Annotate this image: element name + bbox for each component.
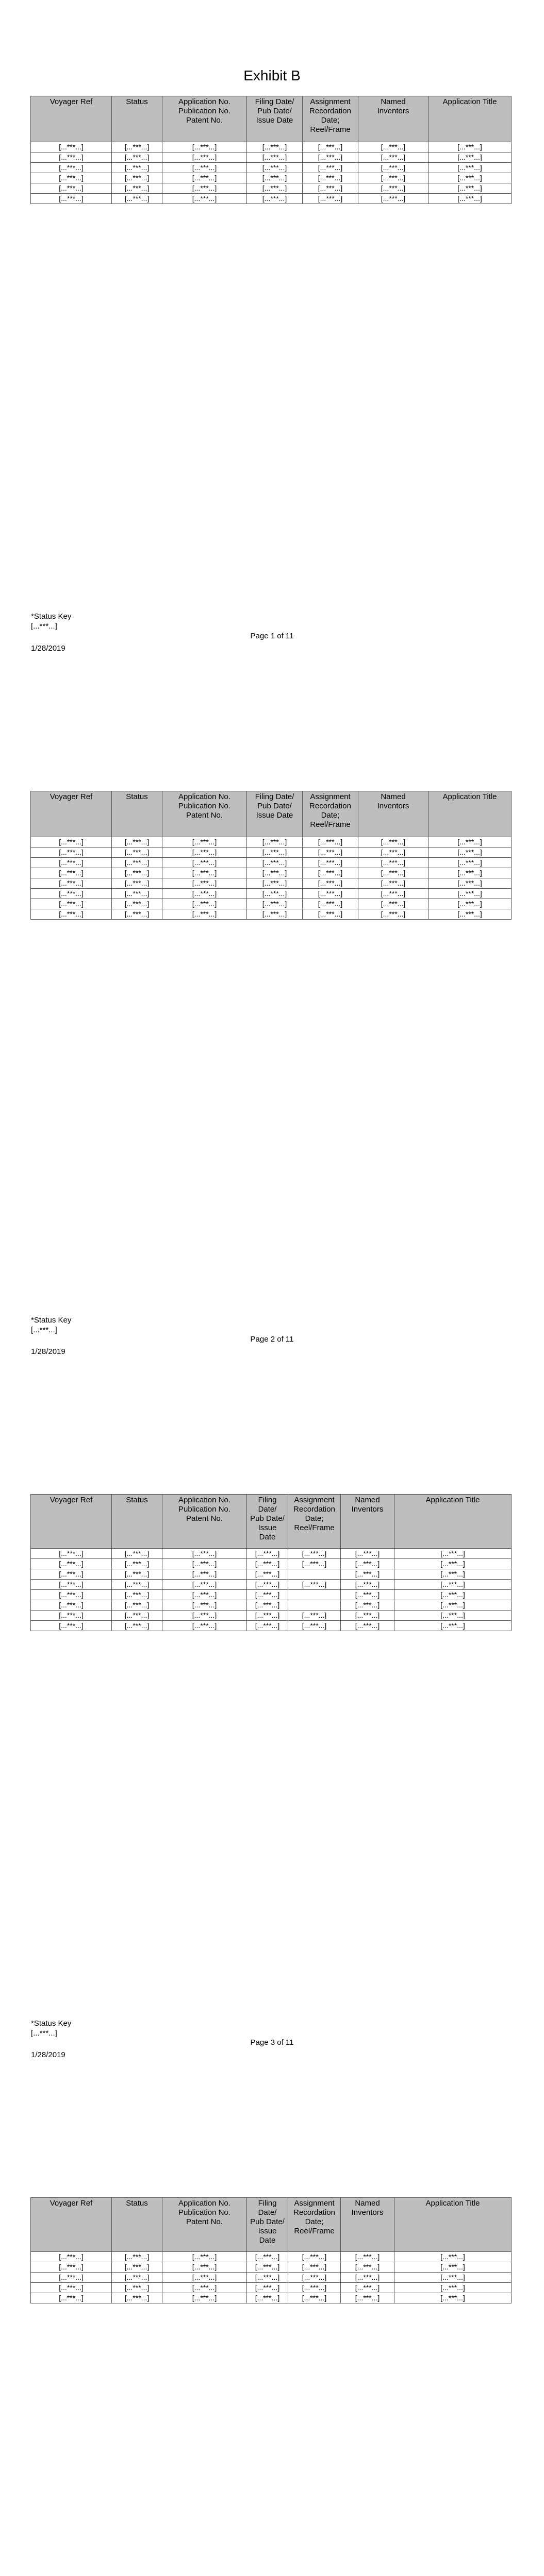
table-cell: [...***...] bbox=[428, 837, 512, 848]
table-header-row bbox=[31, 791, 512, 837]
table-cell: [...***...] bbox=[303, 183, 358, 194]
table-cell: [...***...] bbox=[303, 152, 358, 163]
table-cell: [...***...] bbox=[247, 899, 303, 909]
table-cell: [...***...] bbox=[394, 1621, 512, 1631]
table-cell: [...***...] bbox=[358, 173, 428, 183]
table-cell: [...***...] bbox=[247, 1549, 288, 1559]
table-cell: [...***...] bbox=[112, 1580, 162, 1590]
table-cell: [...***...] bbox=[31, 1559, 112, 1569]
table-cell: [...***...] bbox=[112, 1549, 162, 1559]
table-cell: [...***...] bbox=[428, 909, 512, 920]
table-cell: [...***...] bbox=[394, 2293, 512, 2303]
table-cell: [...***...] bbox=[247, 1621, 288, 1631]
table-cell: [...***...] bbox=[162, 909, 247, 920]
table-row bbox=[31, 899, 512, 909]
table-cell: [...***...] bbox=[303, 909, 358, 920]
table-cell: [...***...] bbox=[31, 2273, 112, 2283]
table-cell: [...***...] bbox=[31, 163, 112, 173]
table-cell: [...***...] bbox=[31, 194, 112, 204]
table-cell: [...***...] bbox=[247, 1611, 288, 1621]
page-3 bbox=[0, 1406, 544, 2110]
table-cell: [...***...] bbox=[112, 163, 162, 173]
table-cell: [...***...] bbox=[341, 1611, 394, 1621]
table-cell: [...***...] bbox=[341, 1600, 394, 1611]
table-cell: [...***...] bbox=[341, 1580, 394, 1590]
column-header: Application Title bbox=[428, 791, 512, 837]
table-cell: [...***...] bbox=[247, 2283, 288, 2293]
table-cell: [...***...] bbox=[162, 1590, 247, 1600]
table-cell: [...***...] bbox=[162, 1559, 247, 1569]
table-cell: [...***...] bbox=[303, 173, 358, 183]
table-cell: [...***...] bbox=[112, 837, 162, 848]
table-cell: [...***...] bbox=[288, 2262, 341, 2273]
table-cell: [...***...] bbox=[112, 152, 162, 163]
table-cell: [...***...] bbox=[341, 2262, 394, 2273]
patent-table bbox=[30, 1494, 512, 1631]
table-cell: [...***...] bbox=[303, 858, 358, 868]
table-row bbox=[31, 868, 512, 878]
table-cell: [...***...] bbox=[394, 1569, 512, 1580]
table-cell: [...***...] bbox=[428, 194, 512, 204]
table-row bbox=[31, 2262, 512, 2273]
table-cell: [...***...] bbox=[358, 868, 428, 878]
table-row bbox=[31, 837, 512, 848]
table-cell: [...***...] bbox=[162, 837, 247, 848]
table-cell: [...***...] bbox=[341, 2283, 394, 2293]
table-cell: [...***...] bbox=[394, 2273, 512, 2283]
table-cell: [...***...] bbox=[341, 1569, 394, 1580]
table-cell: [...***...] bbox=[288, 1549, 341, 1559]
table-cell: [...***...] bbox=[112, 889, 162, 899]
table-cell: [...***...] bbox=[112, 2273, 162, 2283]
table-cell: [...***...] bbox=[428, 878, 512, 889]
table-row bbox=[31, 142, 512, 152]
column-header: Assignment Recordation Date; Reel/Frame bbox=[288, 2198, 341, 2252]
table-cell: [...***...] bbox=[358, 878, 428, 889]
table-cell: [...***...] bbox=[247, 152, 303, 163]
table-cell: [...***...] bbox=[288, 2273, 341, 2283]
column-header: Voyager Ref bbox=[31, 2198, 112, 2252]
table-cell: [...***...] bbox=[162, 889, 247, 899]
page-number: Page 2 of 11 bbox=[250, 1335, 294, 1344]
table-cell: [...***...] bbox=[112, 173, 162, 183]
table-cell: [...***...] bbox=[288, 2252, 341, 2262]
table-cell: [...***...] bbox=[112, 1569, 162, 1580]
table-row bbox=[31, 2252, 512, 2262]
table-cell: [...***...] bbox=[358, 142, 428, 152]
column-header: Application Title bbox=[428, 96, 512, 142]
table-cell: [...***...] bbox=[247, 2273, 288, 2283]
table-cell: [...***...] bbox=[428, 848, 512, 858]
table-cell: [...***...] bbox=[112, 183, 162, 194]
table-cell: [...***...] bbox=[288, 2283, 341, 2293]
page-number: Page 1 of 11 bbox=[250, 632, 294, 640]
table-cell: [...***...] bbox=[162, 858, 247, 868]
patent-table bbox=[30, 96, 512, 204]
column-header: Filing Date/ Pub Date/ Issue Date bbox=[247, 791, 303, 837]
table-cell: [...***...] bbox=[428, 889, 512, 899]
table-cell: [...***...] bbox=[341, 1590, 394, 1600]
table-cell: [...***...] bbox=[162, 2293, 247, 2303]
table-cell: [...***...] bbox=[31, 2252, 112, 2262]
table-cell: [...***...] bbox=[358, 858, 428, 868]
table-cell: [...***...] bbox=[162, 152, 247, 163]
table-cell: [...***...] bbox=[112, 878, 162, 889]
table-cell: [...***...] bbox=[358, 837, 428, 848]
column-header: Status bbox=[112, 791, 162, 837]
table-row bbox=[31, 2283, 512, 2293]
table-row bbox=[31, 848, 512, 858]
column-header: Status bbox=[112, 96, 162, 142]
column-header: Status bbox=[112, 2198, 162, 2252]
table-cell: [...***...] bbox=[112, 848, 162, 858]
table-cell: [...***...] bbox=[162, 899, 247, 909]
table-cell: [...***...] bbox=[112, 899, 162, 909]
table-cell: [...***...] bbox=[112, 1621, 162, 1631]
table-cell: [...***...] bbox=[162, 1569, 247, 1580]
table-cell: [...***...] bbox=[162, 194, 247, 204]
table-cell: [...***...] bbox=[162, 1549, 247, 1559]
table-header-row bbox=[31, 2198, 512, 2252]
table-cell: [...***...] bbox=[31, 1569, 112, 1580]
table-cell: [...***...] bbox=[112, 1611, 162, 1621]
column-header: Status bbox=[112, 1495, 162, 1549]
column-header: Application No. Publication No. Patent No. bbox=[162, 791, 247, 837]
column-header: Assignment Recordation Date; Reel/Frame bbox=[288, 1495, 341, 1549]
page-1 bbox=[0, 0, 544, 703]
table-cell bbox=[288, 1600, 341, 1611]
table-cell: [...***...] bbox=[162, 163, 247, 173]
table-cell: [...***...] bbox=[31, 1600, 112, 1611]
patent-table bbox=[30, 791, 512, 920]
table-cell: [...***...] bbox=[394, 2283, 512, 2293]
table-cell: [...***...] bbox=[162, 868, 247, 878]
table-cell: [...***...] bbox=[394, 1611, 512, 1621]
table-cell: [...***...] bbox=[303, 837, 358, 848]
page-4 bbox=[0, 2110, 544, 2576]
column-header: Application No. Publication No. Patent No. bbox=[162, 96, 247, 142]
table-cell: [...***...] bbox=[247, 1569, 288, 1580]
column-header: Voyager Ref bbox=[31, 96, 112, 142]
table-cell: [...***...] bbox=[31, 1590, 112, 1600]
table-row bbox=[31, 2293, 512, 2303]
table-cell: [...***...] bbox=[288, 1611, 341, 1621]
table-cell: [...***...] bbox=[31, 152, 112, 163]
page-title: Exhibit B bbox=[243, 67, 301, 83]
table-cell: [...***...] bbox=[31, 1549, 112, 1559]
table-cell: [...***...] bbox=[288, 1621, 341, 1631]
table-cell: [...***...] bbox=[358, 163, 428, 173]
table-cell: [...***...] bbox=[31, 183, 112, 194]
table-cell: [...***...] bbox=[358, 152, 428, 163]
table-cell: [...***...] bbox=[247, 183, 303, 194]
column-header: Named Inventors bbox=[358, 791, 428, 837]
table-cell: [...***...] bbox=[288, 1580, 341, 1590]
table-cell: [...***...] bbox=[31, 173, 112, 183]
page-2 bbox=[0, 703, 544, 1406]
table-cell: [...***...] bbox=[394, 1590, 512, 1600]
table-row bbox=[31, 1580, 512, 1590]
table-row bbox=[31, 1621, 512, 1631]
table-cell: [...***...] bbox=[247, 2293, 288, 2303]
status-key: *Status Key [...***...] bbox=[31, 2019, 72, 2038]
table-cell: [...***...] bbox=[303, 868, 358, 878]
table-cell: [...***...] bbox=[358, 899, 428, 909]
patent-table bbox=[30, 2197, 512, 2303]
table-cell: [...***...] bbox=[247, 1559, 288, 1569]
table-cell: [...***...] bbox=[394, 2262, 512, 2273]
table-cell: [...***...] bbox=[31, 1580, 112, 1590]
table-cell: [...***...] bbox=[247, 837, 303, 848]
table-cell: [...***...] bbox=[247, 878, 303, 889]
table-row bbox=[31, 1611, 512, 1621]
table-row bbox=[31, 889, 512, 899]
table-cell bbox=[288, 1590, 341, 1600]
table-cell: [...***...] bbox=[112, 858, 162, 868]
table-cell: [...***...] bbox=[247, 163, 303, 173]
table-cell: [...***...] bbox=[428, 173, 512, 183]
table-cell: [...***...] bbox=[428, 142, 512, 152]
table-cell: [...***...] bbox=[112, 2283, 162, 2293]
table-cell: [...***...] bbox=[247, 909, 303, 920]
table-cell: [...***...] bbox=[162, 142, 247, 152]
table-cell: [...***...] bbox=[428, 163, 512, 173]
table-cell: [...***...] bbox=[247, 848, 303, 858]
table-cell: [...***...] bbox=[428, 183, 512, 194]
table-cell: [...***...] bbox=[303, 848, 358, 858]
table-cell: [...***...] bbox=[358, 194, 428, 204]
table-cell: [...***...] bbox=[394, 1600, 512, 1611]
table-cell: [...***...] bbox=[247, 1600, 288, 1611]
table-cell: [...***...] bbox=[162, 2273, 247, 2283]
table-cell: [...***...] bbox=[31, 909, 112, 920]
table-cell: [...***...] bbox=[162, 2252, 247, 2262]
table-cell: [...***...] bbox=[31, 1611, 112, 1621]
table-cell: [...***...] bbox=[112, 194, 162, 204]
table-cell: [...***...] bbox=[288, 2293, 341, 2303]
table-cell: [...***...] bbox=[31, 878, 112, 889]
column-header: Assignment Recordation Date; Reel/Frame bbox=[303, 791, 358, 837]
table-cell: [...***...] bbox=[247, 868, 303, 878]
footer-date: 1/28/2019 bbox=[31, 1347, 65, 1356]
table-cell: [...***...] bbox=[341, 2293, 394, 2303]
table-cell: [...***...] bbox=[162, 183, 247, 194]
table-cell: [...***...] bbox=[341, 2252, 394, 2262]
table-row bbox=[31, 2273, 512, 2283]
table-cell: [...***...] bbox=[112, 1590, 162, 1600]
table-cell: [...***...] bbox=[247, 2262, 288, 2273]
table-cell: [...***...] bbox=[162, 2283, 247, 2293]
status-key: *Status Key [...***...] bbox=[31, 1316, 72, 1334]
table-row bbox=[31, 878, 512, 889]
table-row bbox=[31, 909, 512, 920]
table-cell: [...***...] bbox=[303, 899, 358, 909]
table-cell: [...***...] bbox=[303, 194, 358, 204]
table-cell: [...***...] bbox=[341, 2273, 394, 2283]
table-row bbox=[31, 163, 512, 173]
column-header: Named Inventors bbox=[341, 2198, 394, 2252]
table-cell: [...***...] bbox=[288, 1559, 341, 1569]
table-cell: [...***...] bbox=[31, 899, 112, 909]
table-cell: [...***...] bbox=[341, 1559, 394, 1569]
page-number: Page 3 of 11 bbox=[250, 2038, 294, 2047]
table-cell: [...***...] bbox=[31, 889, 112, 899]
table-cell: [...***...] bbox=[162, 173, 247, 183]
column-header: Filing Date/ Pub Date/ Issue Date bbox=[247, 96, 303, 142]
table-cell: [...***...] bbox=[247, 142, 303, 152]
table-cell: [...***...] bbox=[341, 1621, 394, 1631]
table-cell: [...***...] bbox=[31, 837, 112, 848]
column-header: Filing Date/ Pub Date/ Issue Date bbox=[247, 2198, 288, 2252]
table-cell: [...***...] bbox=[247, 1580, 288, 1590]
table-cell: [...***...] bbox=[31, 858, 112, 868]
table-cell: [...***...] bbox=[31, 848, 112, 858]
table-cell: [...***...] bbox=[247, 889, 303, 899]
table-cell: [...***...] bbox=[394, 1559, 512, 1569]
table-cell: [...***...] bbox=[112, 1559, 162, 1569]
table-cell: [...***...] bbox=[247, 2252, 288, 2262]
column-header: Application Title bbox=[394, 2198, 512, 2252]
footer-date: 1/28/2019 bbox=[31, 2050, 65, 2059]
table-cell: [...***...] bbox=[162, 2262, 247, 2273]
table-cell: [...***...] bbox=[162, 848, 247, 858]
column-header: Assignment Recordation Date; Reel/Frame bbox=[303, 96, 358, 142]
table-row bbox=[31, 183, 512, 194]
table-row bbox=[31, 858, 512, 868]
table-cell: [...***...] bbox=[247, 858, 303, 868]
table-cell: [...***...] bbox=[162, 1611, 247, 1621]
table-cell: [...***...] bbox=[358, 183, 428, 194]
column-header: Application No. Publication No. Patent No. bbox=[162, 2198, 247, 2252]
table-cell: [...***...] bbox=[162, 1600, 247, 1611]
table-header-row bbox=[31, 96, 512, 142]
table-cell: [...***...] bbox=[31, 868, 112, 878]
table-cell: [...***...] bbox=[394, 1549, 512, 1559]
table-cell: [...***...] bbox=[303, 163, 358, 173]
table-cell: [...***...] bbox=[112, 2293, 162, 2303]
table-cell: [...***...] bbox=[112, 2262, 162, 2273]
table-cell: [...***...] bbox=[428, 858, 512, 868]
table-row bbox=[31, 152, 512, 163]
column-header: Named Inventors bbox=[358, 96, 428, 142]
table-cell bbox=[288, 1569, 341, 1580]
table-cell: [...***...] bbox=[394, 2252, 512, 2262]
column-header: Application No. Publication No. Patent No. bbox=[162, 1495, 247, 1549]
table-cell: [...***...] bbox=[112, 142, 162, 152]
column-header: Named Inventors bbox=[341, 1495, 394, 1549]
table-cell: [...***...] bbox=[247, 173, 303, 183]
table-row bbox=[31, 1559, 512, 1569]
table-cell: [...***...] bbox=[303, 142, 358, 152]
table-cell: [...***...] bbox=[31, 1621, 112, 1631]
column-header: Application Title bbox=[394, 1495, 512, 1549]
table-cell: [...***...] bbox=[394, 1580, 512, 1590]
table-row bbox=[31, 1600, 512, 1611]
table-cell: [...***...] bbox=[428, 899, 512, 909]
table-cell: [...***...] bbox=[247, 194, 303, 204]
table-cell: [...***...] bbox=[112, 1600, 162, 1611]
table-cell: [...***...] bbox=[112, 2252, 162, 2262]
table-cell: [...***...] bbox=[31, 142, 112, 152]
column-header: Filing Date/ Pub Date/ Issue Date bbox=[247, 1495, 288, 1549]
table-row bbox=[31, 1569, 512, 1580]
table-cell: [...***...] bbox=[303, 878, 358, 889]
table-row bbox=[31, 194, 512, 204]
table-cell: [...***...] bbox=[31, 2283, 112, 2293]
table-cell: [...***...] bbox=[112, 868, 162, 878]
status-key: *Status Key [...***...] bbox=[31, 612, 72, 631]
table-row bbox=[31, 173, 512, 183]
table-cell: [...***...] bbox=[428, 868, 512, 878]
table-row bbox=[31, 1590, 512, 1600]
column-header: Voyager Ref bbox=[31, 1495, 112, 1549]
table-cell: [...***...] bbox=[358, 848, 428, 858]
table-header-row bbox=[31, 1495, 512, 1549]
table-cell: [...***...] bbox=[162, 1621, 247, 1631]
table-cell: [...***...] bbox=[162, 878, 247, 889]
table-cell: [...***...] bbox=[112, 909, 162, 920]
table-cell: [...***...] bbox=[358, 909, 428, 920]
table-cell: [...***...] bbox=[31, 2262, 112, 2273]
table-row bbox=[31, 1549, 512, 1559]
table-cell: [...***...] bbox=[428, 152, 512, 163]
table-cell: [...***...] bbox=[303, 889, 358, 899]
table-cell: [...***...] bbox=[341, 1549, 394, 1559]
table-cell: [...***...] bbox=[358, 889, 428, 899]
table-cell: [...***...] bbox=[247, 1590, 288, 1600]
column-header: Voyager Ref bbox=[31, 791, 112, 837]
footer-date: 1/28/2019 bbox=[31, 644, 65, 653]
table-cell: [...***...] bbox=[162, 1580, 247, 1590]
table-cell: [...***...] bbox=[31, 2293, 112, 2303]
